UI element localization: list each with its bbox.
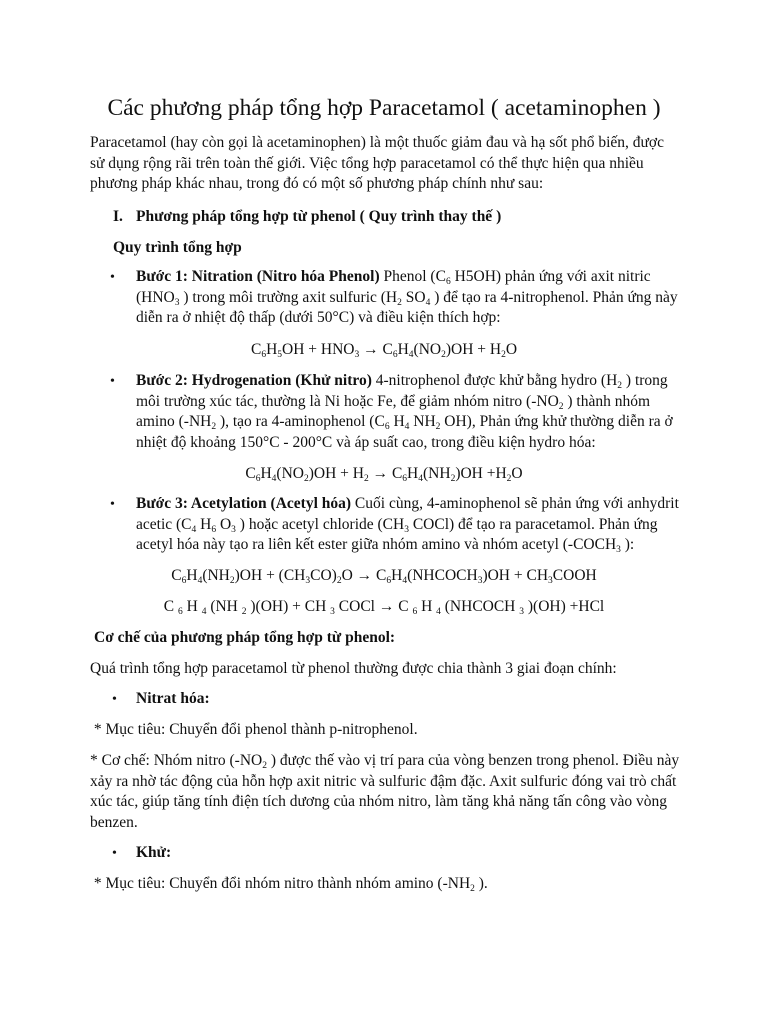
section-heading-text: Phương pháp tổng hợp từ phenol ( Quy trình thay thế ) xyxy=(136,208,502,225)
equation-text: → C xyxy=(359,341,393,358)
equation-subscript: 6 xyxy=(261,350,267,360)
subscript: 4 xyxy=(404,422,410,432)
text: H xyxy=(196,515,212,533)
equation-text: (NO xyxy=(276,465,304,482)
equation-subscript: 4 xyxy=(271,474,277,484)
step-1-paragraph xyxy=(136,267,681,329)
text: ) để tạo ra 4-nitrophenol. Phản ứng này diễn ra ở nhiệt độ thấp (dưới 50°C) và điều kiện thích hợp: xyxy=(136,288,678,326)
subscript: 2 xyxy=(617,381,623,391)
equation-text: O → C xyxy=(341,567,387,584)
equation-text: H xyxy=(417,598,437,615)
section-number: I. xyxy=(113,208,123,225)
equation-subscript: 3 xyxy=(519,607,525,617)
equation-text: (NO xyxy=(413,341,442,358)
text: ). xyxy=(474,875,488,892)
equation-subscript: 4 xyxy=(408,350,414,360)
equation-text: )(OH) + CH xyxy=(246,598,331,615)
text: ) hoặc acetyl chloride (CH xyxy=(235,515,405,533)
reduction-goal xyxy=(90,874,680,895)
equation-text: )OH + H xyxy=(308,465,364,482)
nitration-goal: * Mục tiêu: Chuyển đổi phenol thành p-nitrophenol. xyxy=(90,721,418,738)
bullet-icon: • xyxy=(110,497,115,512)
stage-reduction-label: Khử: xyxy=(136,844,172,861)
text: COCl) để tạo ra paracetamol. Phản ứng acetyl hóa này tạo ra liên kết ester giữa nhóm amino và nhóm acetyl (-COCH xyxy=(136,515,658,553)
text: 4-nitrophenol được khử bằng hydro (H xyxy=(371,372,618,389)
equation-subscript: 2 xyxy=(336,576,342,586)
equation-text: C xyxy=(245,465,256,482)
text: * Mục tiêu: Chuyển đổi nhóm nitro thành nhóm amino (-NH xyxy=(90,875,471,892)
equation-text: )OH + CH xyxy=(482,567,549,584)
equation-text: OH + HNO xyxy=(282,341,355,358)
stage-nitration-label: Nitrat hóa: xyxy=(136,690,210,707)
equation-subscript: 6 xyxy=(386,576,392,586)
equation-text: H xyxy=(182,598,202,615)
equation-subscript: 2 xyxy=(450,474,456,484)
intro-paragraph: Paracetamol (hay còn gọi là acetaminophen) là một thuốc giảm đau và hạ sốt phổ biến, được sử dụng rộng rãi trên toàn thế giới. Việc tổng hợp paracetamol có thể thực hiện qua nhiều phương pháp khác nhau, trong đó có một số phương pháp chính như sau: xyxy=(90,134,664,192)
subscript: 3 xyxy=(404,524,409,535)
subscript: 6 xyxy=(211,524,217,535)
equation-subscript: 3 xyxy=(354,350,360,360)
equation-text: )OH +H xyxy=(455,465,507,482)
subheading-text: Quy trình tổng hợp xyxy=(113,239,242,256)
page-title: Các phương pháp tổng hợp Paracetamol ( acetaminophen ) xyxy=(107,95,661,121)
subscript: 6 xyxy=(384,422,390,432)
equation-text: )OH + (CH xyxy=(234,567,306,584)
equation-text: C xyxy=(171,567,182,584)
text: ): xyxy=(620,536,635,553)
equation-text: O xyxy=(511,465,523,482)
subscript: 2 xyxy=(435,422,441,432)
equation-text: (NH xyxy=(423,465,451,482)
text: H5OH) phản ứng với axit nitric (HNO xyxy=(136,268,651,306)
bullet-icon: • xyxy=(112,846,117,861)
equation-text: COOH xyxy=(552,567,597,584)
equation-subscript: 4 xyxy=(418,474,423,484)
equation-text: C xyxy=(163,598,178,615)
equation-subscript: 4 xyxy=(436,607,441,617)
bullet-icon: • xyxy=(110,374,115,389)
equation-subscript: 2 xyxy=(229,576,235,586)
text: * Cơ chế: Nhóm nitro (-NO xyxy=(90,752,263,769)
equation-text: H xyxy=(391,567,403,584)
equation-4 xyxy=(0,597,768,618)
text: OH), Phản ứng khử thường diễn ra ở nhiệt độ khoảng 150°C - 200°C và áp suất cao, trong điều kiện hydro hóa: xyxy=(136,413,673,451)
equation-subscript: 2 xyxy=(441,350,446,360)
subscript: 3 xyxy=(231,524,236,535)
equation-subscript: 6 xyxy=(181,576,187,586)
section-heading xyxy=(136,207,681,228)
equation-text: (NHCOCH xyxy=(407,567,478,584)
text: SO xyxy=(401,288,426,306)
equation-text: O xyxy=(505,341,518,358)
subscript: 4 xyxy=(191,524,197,535)
equation-subscript: 2 xyxy=(303,474,309,484)
equation-text: H xyxy=(397,341,409,358)
equation-text: → C xyxy=(368,465,403,482)
equation-subscript: 4 xyxy=(402,576,408,586)
equation-text: CO) xyxy=(310,567,337,584)
equation-text: C xyxy=(250,341,262,358)
nitration-mechanism xyxy=(90,751,680,833)
subscript: 3 xyxy=(174,297,180,308)
equation-text: )(OH) +HCl xyxy=(524,598,605,615)
subscript: 2 xyxy=(470,884,475,894)
subscript: 6 xyxy=(445,277,451,287)
equation-subscript: 2 xyxy=(506,474,512,484)
equation-subscript: 3 xyxy=(330,607,335,617)
mechanism-intro: Quá trình tổng hợp paracetamol từ phenol thường được chia thành 3 giai đoạn chính: xyxy=(90,660,617,677)
text: H xyxy=(389,413,405,430)
subscript: 3 xyxy=(616,545,621,555)
equation-text: H xyxy=(186,567,198,584)
equation-subscript: 2 xyxy=(501,350,506,360)
step-2-label: Bước 2: Hydrogenation (Khử nitro) xyxy=(136,372,372,389)
equation-text: H xyxy=(266,341,278,358)
equation-text: (NHCOCH xyxy=(440,598,520,615)
text: Phenol (C xyxy=(379,268,446,285)
subscript: 4 xyxy=(425,297,431,308)
equation-text: H xyxy=(260,465,272,482)
equation-subscript: 4 xyxy=(201,607,207,617)
equation-text: (NH xyxy=(202,567,230,584)
text: ) thành nhóm amino (-NH xyxy=(136,392,651,430)
equation-subscript: 3 xyxy=(305,576,311,586)
equation-text: COCl → C xyxy=(334,598,413,615)
text: ) trong môi trường axit sulfuric (H xyxy=(179,288,398,306)
text: Cuối cùng, 4-aminophenol sẽ phản ứng với anhydrit acetic (C xyxy=(136,495,679,533)
text: ) trong môi trường xúc tác, thường là Ni hoặc Fe, để giảm nhóm nitro (-NO xyxy=(136,372,668,410)
step-2-paragraph xyxy=(136,371,681,453)
equation-subscript: 4 xyxy=(197,576,203,586)
mechanism-heading-text: Cơ chế của phương pháp tổng hợp từ phenol: xyxy=(94,629,396,646)
step-3-label: Bước 3: Acetylation (Acetyl hóa) xyxy=(136,495,352,512)
text: O xyxy=(216,515,232,533)
bullet-icon: • xyxy=(110,270,115,285)
stage-nitration xyxy=(136,689,681,710)
mechanism-heading xyxy=(94,628,684,649)
equation-text: H xyxy=(407,465,419,482)
equation-subscript: 6 xyxy=(255,474,261,484)
text: NH xyxy=(409,413,436,430)
subscript: 2 xyxy=(397,297,402,308)
bullet-icon: • xyxy=(112,692,117,707)
equation-subscript: 2 xyxy=(363,474,369,484)
subscript: 2 xyxy=(211,422,217,432)
step-1-label: Bước 1: Nitration (Nitro hóa Phenol) xyxy=(136,268,380,285)
equation-subscript: 6 xyxy=(392,350,398,360)
text: ) được thế vào vị trí para của vòng benzen trong phenol. Điều này xảy ra nhờ tác động của hỗn hợp axit nitric và sulfuric đậm đặc. Axit sulfuric đóng vai trò chất xúc tác, giúp tăng tính điện tích dương của nhóm nitro, làm tăng khả năng tấn công vào vòng benzen. xyxy=(90,752,680,831)
equation-subscript: 2 xyxy=(241,607,247,617)
equation-text: )OH + H xyxy=(445,341,502,358)
equation-2 xyxy=(0,464,768,485)
equation-1 xyxy=(0,340,768,361)
step-3-paragraph xyxy=(136,494,681,556)
equation-text: (NH xyxy=(206,598,242,615)
subscript: 2 xyxy=(262,761,267,771)
equation-subscript: 6 xyxy=(402,474,408,484)
equation-subscript: 6 xyxy=(178,607,183,617)
subscript: 2 xyxy=(558,401,564,412)
equation-subscript: 3 xyxy=(477,576,483,586)
equation-subscript: 5 xyxy=(277,350,283,360)
subheading xyxy=(113,238,673,259)
text: ), tạo ra 4-aminophenol (C xyxy=(216,413,385,430)
equation-3 xyxy=(0,566,768,587)
stage-reduction xyxy=(136,843,681,864)
equation-subscript: 3 xyxy=(548,576,553,586)
equation-subscript: 6 xyxy=(412,607,418,617)
